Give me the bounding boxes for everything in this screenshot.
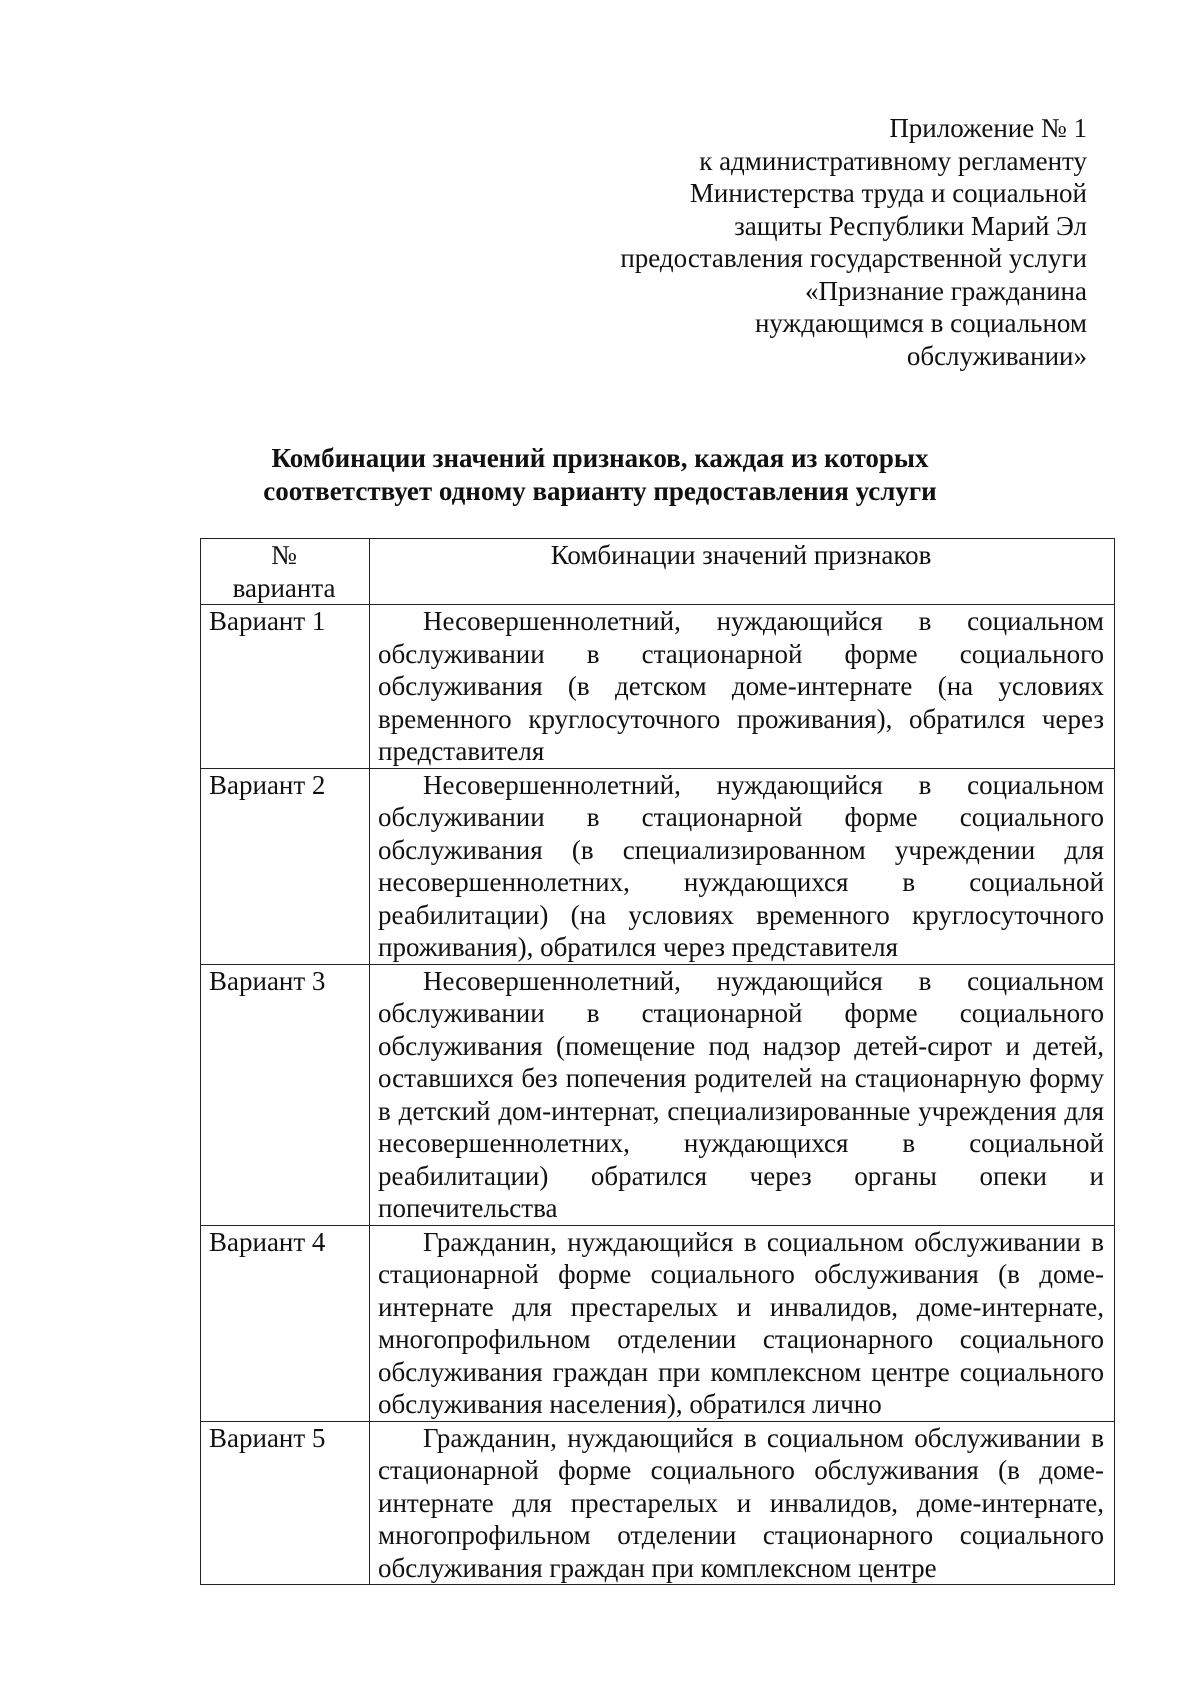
table-row (201, 605, 1115, 769)
header-number-sign: № (271, 540, 297, 570)
header-combination: Комбинации значений признаков (370, 539, 1115, 605)
variant-number: Вариант 2 (201, 768, 370, 964)
table-row (201, 964, 1115, 1225)
variant-number: Вариант 1 (201, 605, 370, 769)
annex-line: нуждающимся в социальном (754, 308, 1087, 338)
document-title-line-2: соответствует одному варианту предоставления услуги (263, 476, 937, 506)
variant-number: Вариант 4 (201, 1225, 370, 1421)
annex-line: предоставления государственной услуги (620, 243, 1087, 273)
annex-line: к административному регламенту (699, 145, 1087, 176)
annex-line: «Признание гражданина (805, 275, 1087, 306)
header-variant-word: варианта (232, 572, 336, 603)
annex-line: обслуживании» (906, 340, 1087, 371)
table-row (201, 1225, 1115, 1421)
annex-header (487, 112, 1087, 372)
table-header-row (201, 539, 1115, 605)
variant-number: Вариант 5 (201, 1421, 370, 1585)
table-row (201, 1421, 1115, 1585)
document-title-line-1: Комбинации значений признаков, каждая из которых (271, 443, 929, 473)
variant-description: Несовершеннолетний, нуждающийся в социальном обслуживании в стационарной форме социального обслуживания (в детском доме-интернате (на условиях временного круглосуточного проживания), обратился через представителя (370, 605, 1115, 769)
variant-description: Гражданин, нуждающийся в социальном обслуживании в стационарной форме социального обслуживания (в доме-интернате для престарелых и инвалидов, доме-интернате, многопрофильном отделении стационарного социального обслуживания граждан при комплексном центре (370, 1421, 1115, 1585)
variants-table (200, 538, 1115, 1585)
variant-number: Вариант 3 (201, 964, 370, 1225)
annex-line: Приложение № 1 (889, 113, 1087, 143)
annex-line: защиты Республики Марий Эл (734, 210, 1087, 241)
annex-line: Министерства труда и социальной (689, 178, 1087, 208)
header-variant-number (201, 539, 370, 605)
document-title (0, 442, 1200, 508)
variant-description: Гражданин, нуждающийся в социальном обслуживании в стационарной форме социального обслуживания (в доме-интернате для престарелых и инвалидов, доме-интернате, многопрофильном отделении стационарного социального обслуживания граждан при комплексном центре социального обслуживания населения), обратился лично (370, 1225, 1115, 1421)
table-row (201, 768, 1115, 964)
variant-description: Несовершеннолетний, нуждающийся в социальном обслуживании в стационарной форме социального обслуживания (помещение под надзор детей-сирот и детей, оставшихся без попечения родителей на стационарную форму в детский дом-интернат, специализированные учреждения для несовершеннолетних, нуждающихся в социальной реабилитации) обратился через органы опеки и попечительства (370, 964, 1115, 1225)
variant-description: Несовершеннолетний, нуждающийся в социальном обслуживании в стационарной форме социального обслуживания (в специализированном учреждении для несовершеннолетних, нуждающихся в социальной реабилитации) (на условиях временного круглосуточного проживания), обратился через представителя (370, 768, 1115, 964)
